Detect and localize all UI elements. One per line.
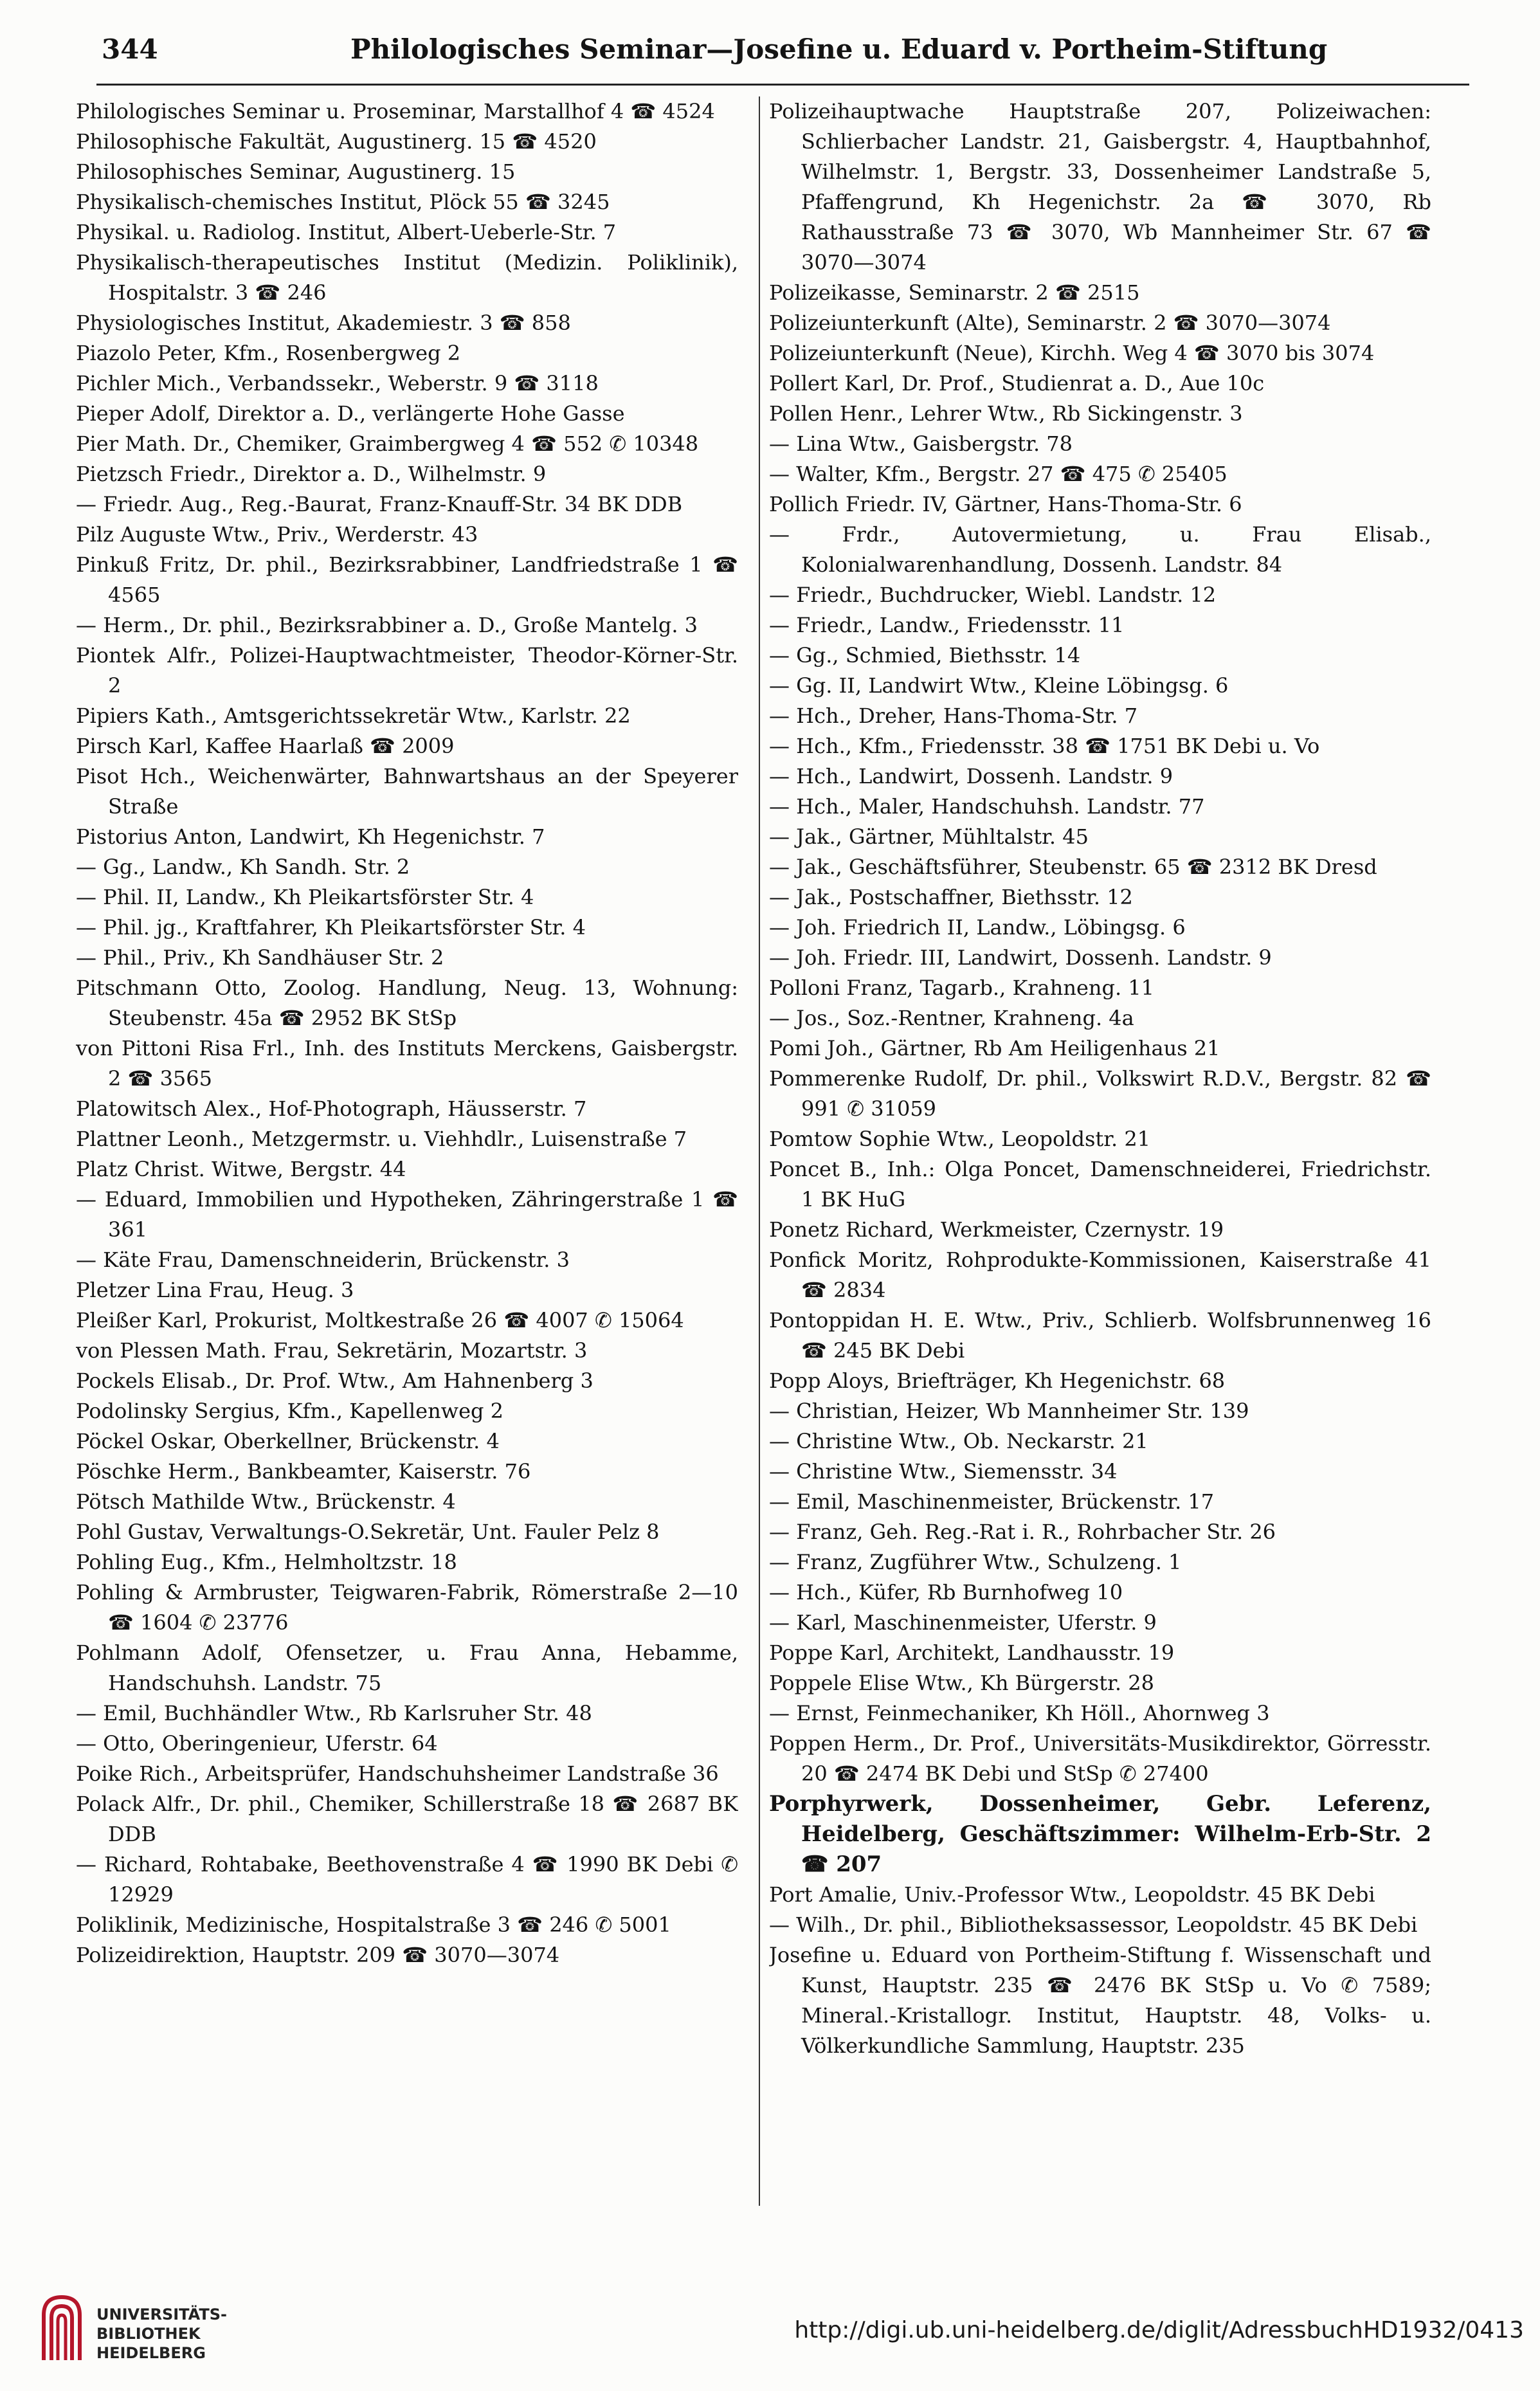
directory-entry: Podolinsky Sergius, Kfm., Kapellenweg 2 (76, 1399, 504, 1423)
directory-entry: — Jak., Gärtner, Mühltalstr. 45 (769, 824, 1089, 849)
directory-entry: Physikal. u. Radiolog. Institut, Albert-Ueberle-Str. 7 (76, 220, 617, 244)
directory-entry: — Gg., Landw., Kh Sandh. Str. 2 (76, 855, 410, 879)
directory-entry: — Hch., Maler, Handschuhsh. Landstr. 77 (769, 794, 1205, 819)
running-title: Philologisches Seminar—Josefine u. Eduard v. Portheim-Stiftung (350, 33, 1328, 65)
directory-entry: — Friedr., Buchdrucker, Wiebl. Landstr. 12 (769, 583, 1217, 607)
left-column (76, 96, 738, 2238)
directory-entry: Piazolo Peter, Kfm., Rosenbergweg 2 (76, 341, 461, 365)
directory-entry: — Gg. II, Landwirt Wtw., Kleine Löbingsg. 6 (769, 673, 1229, 698)
directory-entry: Pomi Joh., Gärtner, Rb Am Heiligenhaus 21 (769, 1036, 1220, 1060)
directory-entry: Port Amalie, Univ.-Professor Wtw., Leopoldstr. 45 BK Debi (769, 1882, 1375, 1907)
directory-entry: — Otto, Oberingenieur, Uferstr. 64 (76, 1731, 438, 1756)
directory-entry: — Wilh., Dr. phil., Bibliotheksassessor, Leopoldstr. 45 BK Debi (769, 1913, 1418, 1937)
directory-entry: Physiologisches Institut, Akademiestr. 3 ☎ 858 (76, 311, 571, 335)
right-column (769, 96, 1431, 2238)
directory-entry: Pinkuß Fritz, Dr. phil., Bezirksrabbiner, Landfriedstraße 1 ☎ 4565 (76, 552, 738, 607)
directory-entry: — Christine Wtw., Siemensstr. 34 (769, 1459, 1118, 1484)
directory-entry: Philosophische Fakultät, Augustinerg. 15 ☎ 4520 (76, 129, 597, 154)
directory-entry: Pohl Gustav, Verwaltungs-O.Sekretär, Unt. Fauler Pelz 8 (76, 1520, 660, 1544)
directory-entry: Pipiers Kath., Amtsgerichtssekretär Wtw., Karlstr. 22 (76, 704, 631, 728)
directory-entry: — Phil. jg., Kraftfahrer, Kh Pleikartsförster Str. 4 (76, 915, 586, 940)
directory-entry: Pomtow Sophie Wtw., Leopoldstr. 21 (769, 1127, 1151, 1151)
directory-entry: Pietzsch Friedr., Direktor a. D., Wilhelmstr. 9 (76, 462, 547, 486)
directory-entry: — Christian, Heizer, Wb Mannheimer Str. 139 (769, 1399, 1249, 1423)
directory-entry: — Hch., Küfer, Rb Burnhofweg 10 (769, 1580, 1123, 1605)
library-name-line: UNIVERSITÄTS- (96, 2305, 228, 2323)
directory-entry: Pleißer Karl, Prokurist, Moltkestraße 26 ☎ 4007 ✆ 15064 (76, 1308, 684, 1332)
directory-entry: — Hch., Landwirt, Dossenh. Landstr. 9 (769, 764, 1173, 788)
directory-entry: Platowitsch Alex., Hof-Photograph, Häusserstr. 7 (76, 1096, 587, 1121)
directory-entry: — Franz, Geh. Reg.-Rat i. R., Rohrbacher Str. 26 (769, 1520, 1276, 1544)
directory-entry: — Frdr., Autovermietung, u. Frau Elisab., Kolonialwarenhandlung, Dossenh. Landstr. 84 (769, 522, 1431, 577)
directory-entry: Pöschke Herm., Bankbeamter, Kaiserstr. 76 (76, 1459, 531, 1484)
directory-entry: Pötsch Mathilde Wtw., Brückenstr. 4 (76, 1489, 456, 1514)
library-name (96, 2305, 264, 2363)
directory-entry: Polloni Franz, Tagarb., Krahneng. 11 (769, 976, 1155, 1000)
directory-entry: — Lina Wtw., Gaisbergstr. 78 (769, 432, 1073, 456)
directory-entry: Pockels Elisab., Dr. Prof. Wtw., Am Hahnenberg 3 (76, 1368, 593, 1393)
directory-entry: — Joh. Friedrich II, Landw., Löbingsg. 6 (769, 915, 1186, 940)
directory-entry: — Friedr., Landw., Friedensstr. 11 (769, 613, 1125, 637)
page-header (96, 27, 1479, 85)
header-rule (96, 84, 1469, 86)
directory-entry: — Jak., Geschäftsführer, Steubenstr. 65 ☎ 2312 BK Dresd (769, 855, 1377, 879)
directory-entry: — Karl, Maschinenmeister, Uferstr. 9 (769, 1610, 1157, 1635)
directory-entry: Pistorius Anton, Landwirt, Kh Hegenichstr. 7 (76, 824, 545, 849)
directory-entry: Poliklinik, Medizinische, Hospitalstraße 3 ☎ 246 ✆ 5001 (76, 1913, 671, 1937)
page-number: 344 (102, 33, 158, 65)
page-footer (0, 2277, 1540, 2391)
directory-entry: Plattner Leonh., Metzgermstr. u. Viehhdlr., Luisenstraße 7 (76, 1127, 687, 1151)
directory-entry: Ponfick Moritz, Rohprodukte-Kommissionen, Kaiserstraße 41 ☎ 2834 (769, 1248, 1431, 1302)
column-divider (759, 96, 760, 2206)
directory-entry: Pohlmann Adolf, Ofensetzer, u. Frau Anna, Hebamme, Handschuhsh. Landstr. 75 (76, 1641, 738, 1695)
directory-entry: Pirsch Karl, Kaffee Haarlaß ☎ 2009 (76, 734, 455, 758)
directory-entry: Pier Math. Dr., Chemiker, Graimbergweg 4 ☎ 552 ✆ 10348 (76, 432, 699, 456)
directory-entry: Pletzer Lina Frau, Heug. 3 (76, 1278, 354, 1302)
directory-entry: Josefine u. Eduard von Portheim-Stiftung f. Wissenschaft und Kunst, Hauptstr. 235 ☎ 2476 BK StSp u. Vo ✆ 7589; Mineral.-Kristallogr. Institut, Hauptstr. 48, Volks- u. Völkerkundliche Sammlung, Hauptstr. 235 (769, 1943, 1431, 2058)
library-name-line: BIBLIOTHEK (96, 2325, 201, 2343)
directory-entry: Polizeikasse, Seminarstr. 2 ☎ 2515 (769, 280, 1140, 305)
directory-entry: Porphyrwerk, Dossenheimer, Gebr. Leferenz, Heidelberg, Geschäftszimmer: Wilhelm-Erb-Str. 2 ☎ 207 (769, 1791, 1431, 1877)
directory-entry: Physikalisch-chemisches Institut, Plöck 55 ☎ 3245 (76, 190, 610, 214)
directory-entry: Polizeiunterkunft (Neue), Kirchh. Weg 4 ☎ 3070 bis 3074 (769, 341, 1375, 365)
directory-entry: von Plessen Math. Frau, Sekretärin, Mozartstr. 3 (76, 1338, 588, 1363)
directory-entry: — Hch., Kfm., Friedensstr. 38 ☎ 1751 BK Debi u. Vo (769, 734, 1320, 758)
directory-entry: Poppele Elise Wtw., Kh Bürgerstr. 28 (769, 1671, 1154, 1695)
directory-entry: — Christine Wtw., Ob. Neckarstr. 21 (769, 1429, 1148, 1453)
directory-entry: Pieper Adolf, Direktor a. D., verlängerte Hohe Gasse (76, 401, 625, 426)
directory-entry: Pommerenke Rudolf, Dr. phil., Volkswirt R.D.V., Bergstr. 82 ☎ 991 ✆ 31059 (769, 1066, 1431, 1121)
directory-entry: — Gg., Schmied, Biethsstr. 14 (769, 643, 1081, 668)
directory-entry: Polack Alfr., Dr. phil., Chemiker, Schillerstraße 18 ☎ 2687 BK DDB (76, 1792, 738, 1846)
directory-entry: Pollert Karl, Dr. Prof., Studienrat a. D., Aue 10c (769, 371, 1265, 395)
directory-entry: Philosophisches Seminar, Augustinerg. 15 (76, 159, 516, 184)
directory-entry: Ponetz Richard, Werkmeister, Czernystr. 19 (769, 1217, 1224, 1242)
directory-entry: Pohling & Armbruster, Teigwaren-Fabrik, Römerstraße 2—10 ☎ 1604 ✆ 23776 (76, 1580, 738, 1635)
directory-entry: — Hch., Dreher, Hans-Thoma-Str. 7 (769, 704, 1138, 728)
directory-entry: von Pittoni Risa Frl., Inh. des Instituts Merckens, Gaisbergstr. 2 ☎ 3565 (76, 1036, 738, 1091)
library-logo-icon (39, 2289, 85, 2367)
directory-entry: — Joh. Friedr. III, Landwirt, Dossenh. Landstr. 9 (769, 945, 1272, 970)
directory-entry: — Richard, Rohtabake, Beethovenstraße 4 ☎ 1990 BK Debi ✆ 12929 (76, 1852, 738, 1907)
directory-entry: Polizeidirektion, Hauptstr. 209 ☎ 3070—3074 (76, 1943, 560, 1967)
directory-entry: Pontoppidan H. E. Wtw., Priv., Schlierb. Wolfsbrunnenweg 16 ☎ 245 BK Debi (769, 1308, 1431, 1363)
directory-entry: — Eduard, Immobilien und Hypotheken, Zähringerstraße 1 ☎ 361 (76, 1187, 738, 1242)
directory-entry: Pohling Eug., Kfm., Helmholtzstr. 18 (76, 1550, 457, 1574)
directory-entry: Poike Rich., Arbeitsprüfer, Handschuhsheimer Landstraße 36 (76, 1761, 719, 1786)
directory-entry: — Friedr. Aug., Reg.-Baurat, Franz-Knauff-Str. 34 BK DDB (76, 492, 683, 516)
directory-entry: — Emil, Maschinenmeister, Brückenstr. 17 (769, 1489, 1215, 1514)
directory-entry: Pisot Hch., Weichenwärter, Bahnwartshaus an der Speyerer Straße (76, 764, 738, 819)
directory-entry: Pitschmann Otto, Zoolog. Handlung, Neug. 13, Wohnung: Steubenstr. 45a ☎ 2952 BK StSp (76, 976, 738, 1030)
directory-entry: Pöckel Oskar, Oberkellner, Brückenstr. 4 (76, 1429, 500, 1453)
source-url-link[interactable]: http://digi.ub.uni-heidelberg.de/diglit/AdressbuchHD1932/0413 (794, 2317, 1524, 2343)
directory-entry: — Phil., Priv., Kh Sandhäuser Str. 2 (76, 945, 444, 970)
directory-entry: Pollen Henr., Lehrer Wtw., Rb Sickingenstr. 3 (769, 401, 1243, 426)
directory-entry: — Ernst, Feinmechaniker, Kh Höll., Ahornweg 3 (769, 1701, 1270, 1725)
directory-entry: — Herm., Dr. phil., Bezirksrabbiner a. D., Große Mantelg. 3 (76, 613, 698, 637)
directory-entry: — Jos., Soz.-Rentner, Krahneng. 4a (769, 1006, 1134, 1030)
directory-entry: Popp Aloys, Briefträger, Kh Hegenichstr. 68 (769, 1368, 1226, 1393)
directory-entry: Pilz Auguste Wtw., Priv., Werderstr. 43 (76, 522, 478, 547)
directory-entry: Polizeiunterkunft (Alte), Seminarstr. 2 ☎ 3070—3074 (769, 311, 1331, 335)
directory-entry: Poncet B., Inh.: Olga Poncet, Damenschneiderei, Friedrichstr. 1 BK HuG (769, 1157, 1431, 1212)
directory-entry: Polizeihauptwache Hauptstraße 207, Polizeiwachen: Schlierbacher Landstr. 21, Gaisbergstr. 4, Hauptbahnhof, Wilhelmstr. 1, Bergstr. 33, Dossenheimer Landstraße 5, Pfaffengrund, Kh Hegenichstr. 2a ☎ 3070, Rb Rathausstraße 73 ☎ 3070, Wb Mannheimer Str. 67 ☎ 3070—3074 (769, 99, 1431, 275)
directory-entry: Pichler Mich., Verbandssekr., Weberstr. 9 ☎ 3118 (76, 371, 599, 395)
directory-entry: — Käte Frau, Damenschneiderin, Brückenstr. 3 (76, 1248, 570, 1272)
directory-entry: — Emil, Buchhändler Wtw., Rb Karlsruher Str. 48 (76, 1701, 592, 1725)
directory-entry: Poppe Karl, Architekt, Landhausstr. 19 (769, 1641, 1175, 1665)
directory-entry: — Phil. II, Landw., Kh Pleikartsförster Str. 4 (76, 885, 534, 909)
directory-entry: — Walter, Kfm., Bergstr. 27 ☎ 475 ✆ 25405 (769, 462, 1227, 486)
directory-entry: Philologisches Seminar u. Proseminar, Marstallhof 4 ☎ 4524 (76, 99, 715, 123)
directory-entry: Physikalisch-therapeutisches Institut (Medizin. Poliklinik), Hospitalstr. 3 ☎ 246 (76, 250, 738, 305)
directory-entry: Piontek Alfr., Polizei-Hauptwachtmeister, Theodor-Körner-Str. 2 (76, 643, 738, 698)
directory-entry: Platz Christ. Witwe, Bergstr. 44 (76, 1157, 406, 1181)
directory-entry: — Jak., Postschaffner, Biethsstr. 12 (769, 885, 1133, 909)
directory-entry: — Franz, Zugführer Wtw., Schulzeng. 1 (769, 1550, 1182, 1574)
library-name-line: HEIDELBERG (96, 2344, 206, 2362)
directory-entry: Poppen Herm., Dr. Prof., Universitäts-Musikdirektor, Görresstr. 20 ☎ 2474 BK Debi und StSp ✆ 27400 (769, 1731, 1431, 1786)
directory-entry: Pollich Friedr. IV, Gärtner, Hans-Thoma-Str. 6 (769, 492, 1242, 516)
